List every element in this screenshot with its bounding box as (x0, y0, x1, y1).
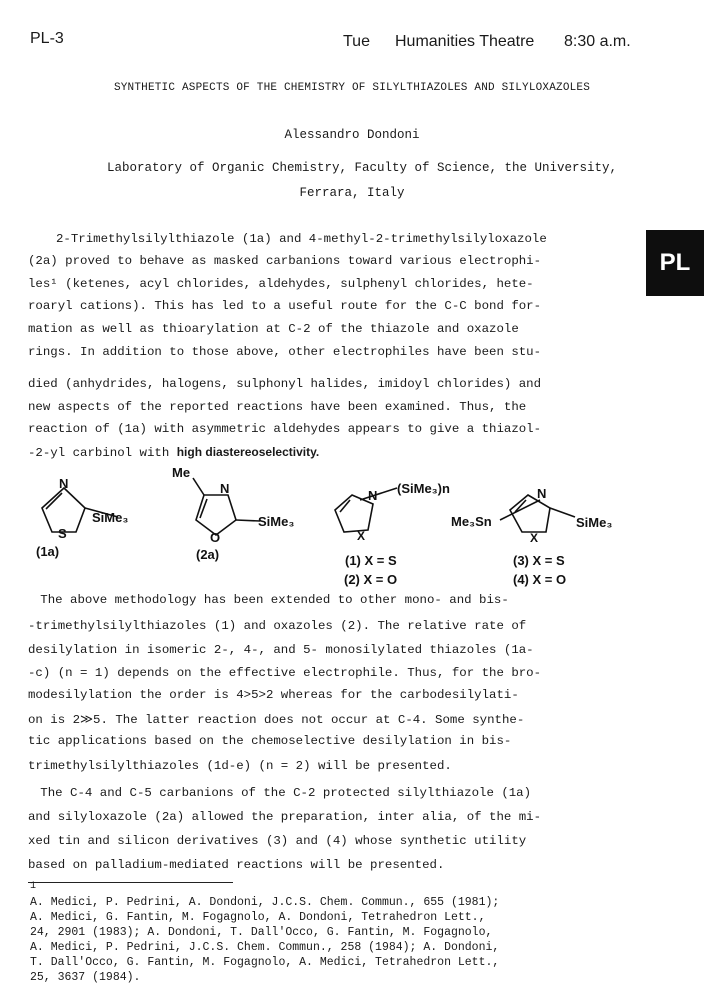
reference-line: A. Medici, G. Fantin, M. Fogagnolo, A. Dondoni, Tetrahedron Lett., (30, 911, 486, 924)
atom-x: X (530, 531, 539, 545)
body-line: rings. In addition to those above, other electrophiles have been stu- (28, 345, 542, 359)
body-line: mation as well as thioarylation at C-2 of the thiazole and oxazole (28, 322, 519, 336)
footnote-marker: 1 (30, 881, 37, 892)
reference-line: A. Medici, P. Pedrini, J.C.S. Chem. Commun., 258 (1984); A. Dondoni, (30, 941, 500, 954)
body-line: les¹ (ketenes, acyl chlorides, aldehydes, sulphenyl chlorides, hete- (28, 277, 534, 291)
atom-x: X (357, 529, 366, 543)
session-time: 8:30 a.m. (564, 33, 631, 50)
session-code: PL-3 (30, 30, 64, 47)
body-line: (2a) proved to behave as masked carbanions toward various electrophi- (28, 254, 542, 268)
paper-title: SYNTHETIC ASPECTS OF THE CHEMISTRY OF SILYLTHIAZOLES AND SILYLOXAZOLES (113, 82, 591, 94)
section-tab-label: PL (659, 249, 691, 276)
session-venue: Humanities Theatre (395, 33, 535, 50)
atom-n: N (59, 476, 69, 491)
substituent-me3sn: Me₃Sn (451, 514, 492, 529)
chemical-structures (0, 460, 704, 590)
author-name: Alessandro Dondoni (284, 128, 420, 142)
body-line: based on palladium-mediated reactions will be presented. (28, 858, 445, 872)
section-tab (646, 230, 704, 296)
structure-label: (1a) (36, 544, 60, 559)
session-day: Tue (343, 33, 370, 50)
atom-n: N (368, 488, 378, 503)
body-line: desilylation in isomeric 2-, 4-, and 5- monosilylated thiazoles (1a- (28, 643, 534, 657)
emphasis-text: high diastereoselectivity. (176, 445, 320, 459)
body-line: The C-4 and C-5 carbanions of the C-2 protected silylthiazole (1a) (18, 786, 532, 800)
body-line: roaryl cations). This has led to a useful route for the C-C bond for- (28, 299, 542, 313)
atom-n: N (537, 486, 547, 501)
body-line: died (anhydrides, halogens, sulphonyl halides, imidoyl chlorides) and (28, 377, 542, 391)
body-line: -c) (n = 1) depends on the effective electrophile. Thus, for the bro- (28, 666, 542, 680)
atom-n: N (220, 481, 230, 496)
body-line: reaction of (1a) with asymmetric aldehydes appears to give a thiazol- (28, 422, 542, 436)
structure-label: (3) X = S (513, 553, 565, 568)
body-line (28, 445, 319, 460)
structure-label: (1) X = S (345, 553, 397, 568)
substituent-me: Me (172, 465, 191, 480)
body-line: 2-Trimethylsilylthiazole (1a) and 4-methyl-2-trimethylsilyloxazole (56, 232, 547, 246)
structure-label: (4) X = O (513, 572, 567, 587)
body-line: on is 2≫5. The latter reaction does not occur at C-4. Some synthe- (28, 713, 525, 727)
body-line: xed tin and silicon derivatives (3) and (4) whose synthetic utility (28, 834, 527, 848)
footnote-rule (28, 882, 233, 883)
structure-1-2 (335, 488, 397, 532)
body-line: The above methodology has been extended to other mono- and bis- (18, 593, 509, 607)
reference-line: T. Dall'Occo, G. Fantin, M. Fogagnolo, A. Medici, Tetrahedron Lett., (30, 956, 500, 969)
structure-label: (2) X = O (344, 572, 398, 587)
reference-line: 24, 2901 (1983); A. Dondoni, T. Dall'Occo, G. Fantin, M. Fogagnolo, (30, 926, 493, 939)
substituent-sime3: SiMe₃ (576, 515, 613, 530)
atom-o: O (210, 530, 221, 545)
substituent-sime3: SiMe₃ (92, 510, 129, 525)
body-line: new aspects of the reported reactions have been examined. Thus, the (28, 400, 527, 414)
body-line: -trimethylsilylthiazoles (1) and oxazoles (2). The relative rate of (28, 619, 527, 633)
affiliation-line-1: Laboratory of Organic Chemistry, Faculty of Science, the University, (106, 161, 618, 175)
reference-line: 25, 3637 (1984). (30, 971, 141, 984)
substituent-sime3: SiMe₃ (258, 514, 295, 529)
atom-s: S (58, 526, 67, 541)
structure-label: (2a) (196, 547, 220, 562)
body-line: modesilylation the order is 4>5>2 whereas for the carbodesilylati- (28, 688, 519, 702)
affiliation-line-2: Ferrara, Italy (299, 186, 405, 200)
body-line: trimethylsilylthiazoles (1d-e) (n = 2) will be presented. (28, 759, 452, 773)
reference-line: A. Medici, P. Pedrini, A. Dondoni, J.C.S. Chem. Commun., 655 (1981); (30, 896, 500, 909)
body-line: and silyloxazole (2a) allowed the preparation, inter alia, of the mi- (28, 810, 542, 824)
body-line: tic applications based on the chemoselective desilylation in bis- (28, 734, 512, 748)
body-line-start: -2-yl carbinol with (28, 446, 170, 460)
substituent-sime3-n: (SiMe₃)n (397, 481, 450, 496)
